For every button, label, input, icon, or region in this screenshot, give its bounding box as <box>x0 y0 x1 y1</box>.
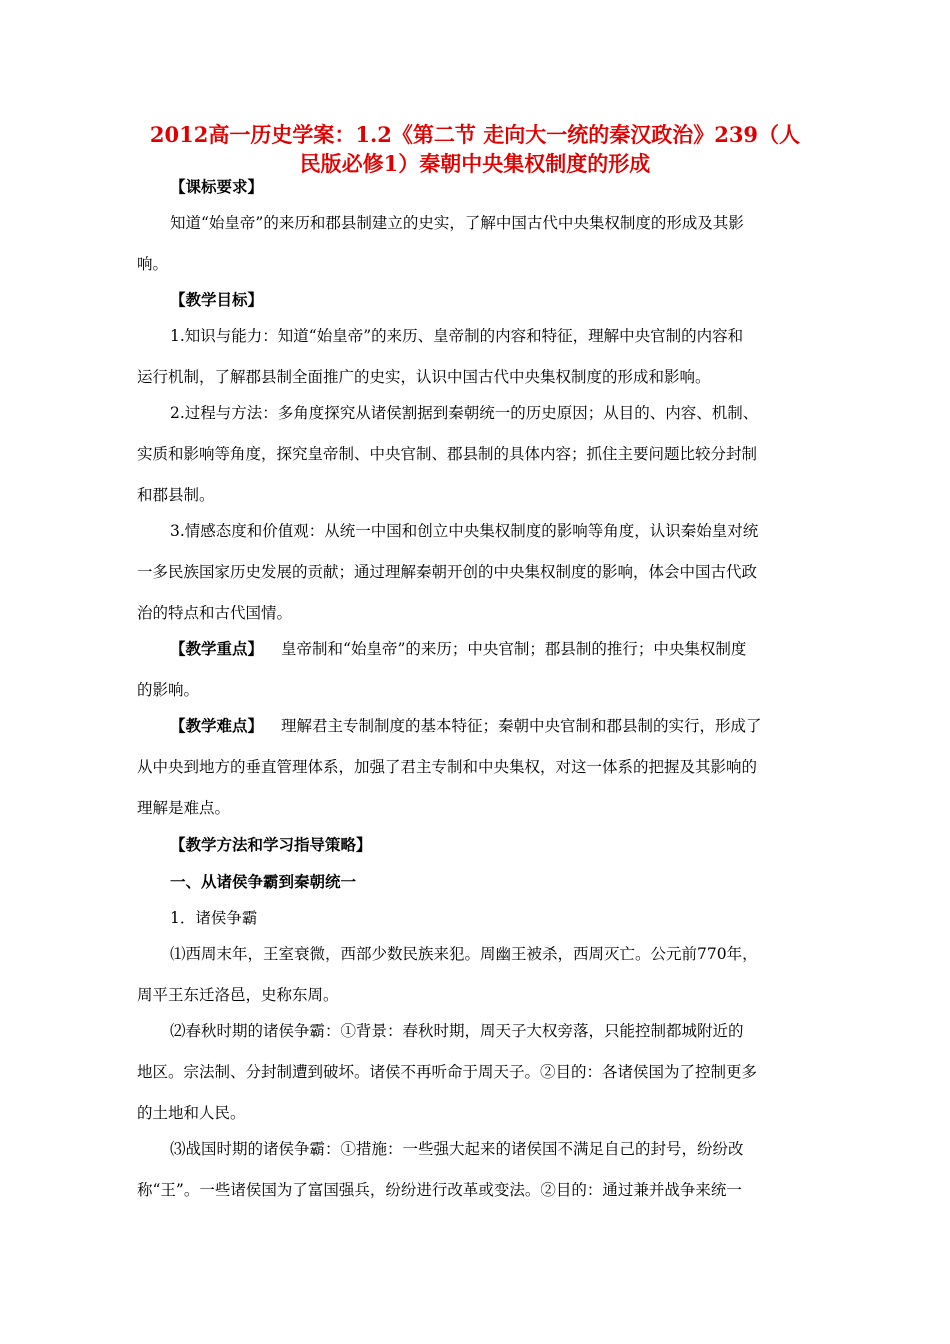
paragraph-line: 响。 <box>137 255 169 273</box>
section-zhongdian <box>170 638 746 660</box>
paragraph-line: 实质和影响等角度，探究皇帝制、中央官制、郡县制的具体内容；抓住主要问题比较分封制 <box>137 445 758 463</box>
section-heading-mubiao: 【教学目标】 <box>170 290 264 309</box>
paragraph-line: ⑶战国时期的诸侯争霸：①措施：一些强大起来的诸侯国不满足自己的封号，纷纷改 <box>170 1140 744 1158</box>
paragraph-line: 称“王”。一些诸侯国为了富国强兵，纷纷进行改革或变法。②目的：通过兼并战争来统一 <box>137 1181 742 1199</box>
section-heading-nandian: 【教学难点】 <box>170 716 264 735</box>
document-title <box>128 120 822 178</box>
section-nandian <box>170 715 762 737</box>
paragraph-line: 理解是难点。 <box>137 799 231 817</box>
paragraph-line: 治的特点和古代国情。 <box>137 604 293 622</box>
paragraph-line: 和郡县制。 <box>137 486 215 504</box>
paragraph-line: 周平王东迁洛邑，史称东周。 <box>137 986 339 1004</box>
part-heading: 一、从诸侯争霸到秦朝统一 <box>170 872 357 891</box>
paragraph-text: 理解君主专制制度的基本特征；秦朝中央官制和郡县制的实行，形成了 <box>281 717 762 735</box>
item-heading: 1．诸侯争霸 <box>170 909 258 927</box>
title-line-1: 2012高一历史学案：1.2《第二节 走向大一统的秦汉政治》239（人 <box>149 122 801 147</box>
paragraph-text: 皇帝制和“始皇帝”的来历；中央官制；郡县制的推行；中央集权制度 <box>281 640 747 658</box>
paragraph-line: 从中央到地方的垂直管理体系，加强了君主专制和中央集权，对这一体系的把握及其影响的 <box>137 758 758 776</box>
paragraph-line: 的影响。 <box>137 681 200 699</box>
title-line-2: 民版必修1）秦朝中央集权制度的形成 <box>299 151 651 176</box>
paragraph-line: 一多民族国家历史发展的贡献；通过理解秦朝开创的中央集权制度的影响，体会中国古代政 <box>137 563 758 581</box>
paragraph-line: 知道“始皇帝”的来历和郡县制建立的史实，了解中国古代中央集权制度的形成及其影 <box>170 214 744 232</box>
paragraph-line: 运行机制，了解郡县制全面推广的史实，认识中国古代中央集权制度的形成和影响。 <box>137 368 711 386</box>
section-heading-fangfa: 【教学方法和学习指导策略】 <box>170 835 372 854</box>
section-heading-zhongdian: 【教学重点】 <box>170 639 264 658</box>
paragraph-line: 地区。宗法制、分封制遭到破坏。诸侯不再听命于周天子。②目的：各诸侯国为了控制更多 <box>137 1063 758 1081</box>
paragraph-line: 的土地和人民。 <box>137 1104 246 1122</box>
section-heading-kebiao: 【课标要求】 <box>170 177 264 196</box>
paragraph-line: 3.情感态度和价值观：从统一中国和创立中央集权制度的影响等角度，认识秦始皇对统 <box>170 522 759 540</box>
paragraph-line: ⑵春秋时期的诸侯争霸：①背景：春秋时期，周天子大权旁落，只能控制都城附近的 <box>170 1022 744 1040</box>
paragraph-line: 2.过程与方法：多角度探究从诸侯割据到秦朝统一的历史原因；从目的、内容、机制、 <box>170 404 759 422</box>
paragraph-line: 1.知识与能力：知道“始皇帝”的来历、皇帝制的内容和特征，理解中央官制的内容和 <box>170 327 744 345</box>
paragraph-line: ⑴西周末年，王室衰微，西部少数民族来犯。周幽王被杀，西周灭亡。公元前770年， <box>170 945 758 963</box>
